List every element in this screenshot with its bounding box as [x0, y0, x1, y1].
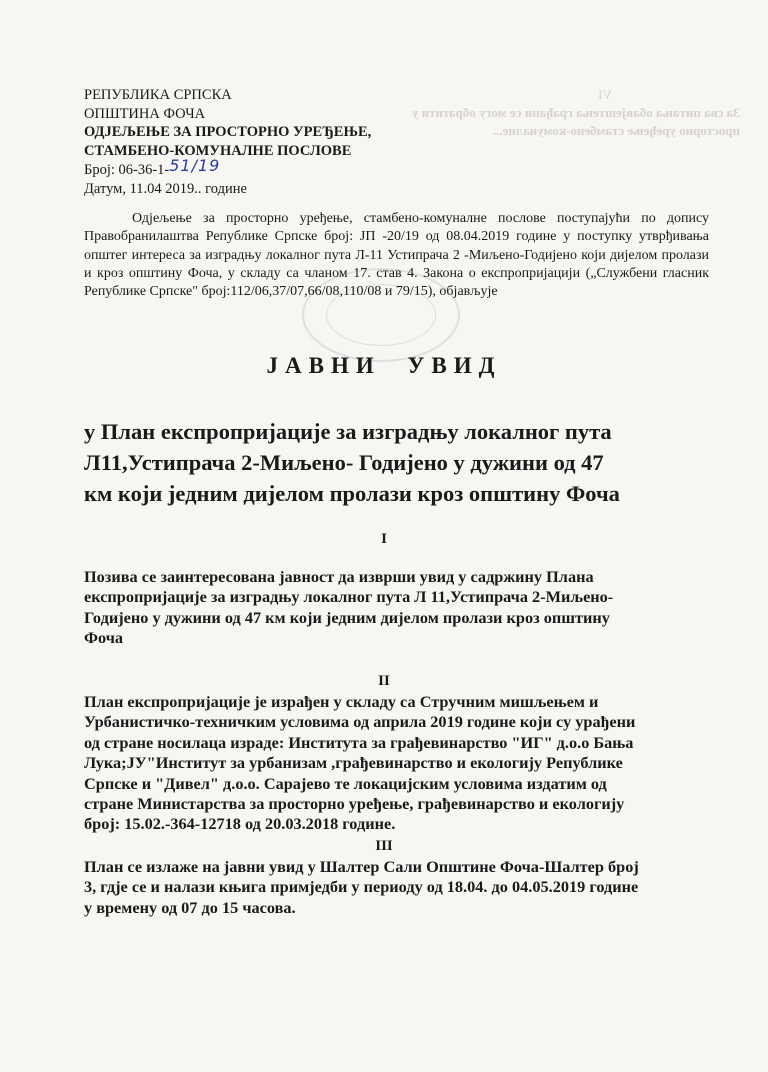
letterhead [84, 86, 371, 198]
section-2-line-5: Српске и "Дивел" д.о.о. Сарајево те локацијским условима издатим од [84, 773, 607, 793]
header-municipality: ОПШТИНА ФОЧА [84, 105, 206, 122]
section-2-numeral: II [378, 673, 390, 689]
section-3-text [84, 857, 714, 918]
intro-paragraph: Одјељење за просторно уређење, стамбено-комуналне послове поступајући по допису Правобранилаштва Републике Српске број: ЈП -20/19 од 08.04.2019 године у поступку утврђивања општег интереса за изградњу локалног пута Л-11 Устипрача 2 -Миљено-Годијено који дијелом пролази и кроз општину Фоча, у складу са чланом 17. став 4. Закона о експропријацији („Службени гласник Републике Српске" број:112/06,37/07,66/08,110/08 и 79/15), објављује [84, 211, 709, 300]
section-2-line-3: од стране носилаца израде: Института за грађевинарство "ИГ" д.о.о Бања [84, 732, 634, 752]
section-1-line-1: Позива се заинтересована јавност да изврши увид у садржину Плана [84, 567, 594, 586]
section-2-line-1: План експропријације је израђен у складу са Стручним мишљењем и [84, 692, 599, 711]
section-2-line-6: стране Министарства за просторно уређење, грађевинарство и екологију [84, 794, 625, 814]
header-department-2: СТАМБЕНО-КОМУНАЛНЕ ПОСЛОВЕ [84, 142, 352, 159]
section-1-line-4: Фоча [84, 628, 124, 648]
section-3-line-3: у времену од 07 до 15 часова. [84, 897, 296, 917]
section-2-text [84, 692, 714, 835]
section-1-numeral: I [381, 531, 387, 547]
document-subtitle [84, 416, 724, 509]
document-title: ЈАВНИ УВИД [266, 353, 502, 378]
header-date: Датум, 11.04 2019.. године [84, 180, 247, 197]
subtitle-line-3: км који једним дијелом пролази кроз општину Фоча [84, 481, 620, 506]
section-1-text [84, 567, 714, 649]
section-2-line-7: број: 15.02.-364-12718 од 20.03.2018 године. [84, 814, 396, 834]
section-3-line-2: 3, гдје се и налази књига примједби у периоду од 18.04. до 04.05.2019 године [84, 877, 639, 897]
section-1-line-2: експропријације за изградњу локалног пута Л 11,Устипрача 2-Миљено- [84, 587, 614, 607]
header-republic: РЕПУБЛИКА СРПСКА [84, 87, 232, 103]
bleed-through-text [411, 86, 740, 140]
section-3-line-1: План се излаже на јавни увид у Шалтер Сали Општине Фоча-Шалтер број [84, 857, 639, 876]
header-number [84, 156, 371, 180]
subtitle-line-2: Л11,Устипрача 2-Миљено- Годијено у дужини од 47 [84, 450, 604, 475]
bleed-line-1: VI [598, 87, 612, 102]
bleed-line-3: просторно уређење стамбено-комуналне... [492, 123, 740, 138]
section-3-numeral: III [375, 838, 393, 854]
number-label: Број: 06-36-1- [84, 162, 170, 178]
header-department: ОДЈЕЉЕЊЕ ЗА ПРОСТОРНО УРЕЂЕЊЕ, [84, 124, 372, 140]
section-2-line-2: Урбанистичко-техничким условима од априла 2019 године који су урађени [84, 712, 636, 732]
bleed-line-2: За сва питања обавјештења грађани се могу обратити у [411, 105, 740, 120]
section-1-line-3: Годијено у дужини од 47 км који једним дијелом пролази кроз општину [84, 607, 610, 627]
subtitle-line-1: у План експропријације за изградњу локалног пута [84, 419, 612, 444]
handwritten-number: 51/19 [169, 156, 221, 175]
section-2-line-4: Лука;ЈУ"Институт за урбанизам ,грађевинарство и екологију Републике [84, 753, 623, 773]
